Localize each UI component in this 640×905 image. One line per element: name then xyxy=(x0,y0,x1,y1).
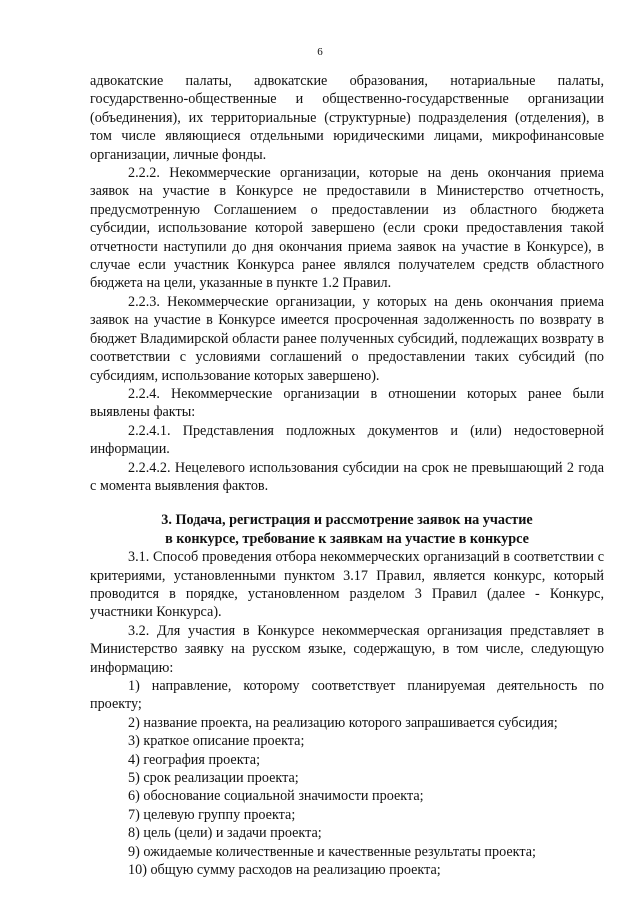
paragraph-2-2-4-2: 2.2.4.2. Нецелевого использования субсидии на срок не превышающий 2 года с момента выявления фактов. xyxy=(90,459,604,494)
list-item: 4) география проекта; xyxy=(128,751,261,768)
list-item: 2) название проекта, на реализацию которого запрашивается субсидия; xyxy=(128,714,558,731)
list-item: 7) целевую группу проекта; xyxy=(128,806,296,823)
paragraph-2-2-2: 2.2.2. Некоммерческие организации, которые на день окончания приема заявок на участие в Конкурсе не предоставили в Министерство отчетность, предусмотренную Соглашением о предоставлении из областного бюджета субсидии, использование которой завершено (если сроки предоставления такой отчетности наступили до дня окончания приема заявок на участие в Конкурсе), в случае если участник Конкурса ранее являлся получателем средств областного бюджета на цели, указанные в пункте 1.2 Правил. xyxy=(90,165,604,292)
list-item: 9) ожидаемые количественные и качественные результаты проекта; xyxy=(128,843,536,860)
section-heading-line-1: 3. Подача, регистрация и рассмотрение заявок на участие xyxy=(161,512,533,529)
section-heading xyxy=(90,511,604,548)
paragraph-3-1: 3.1. Способ проведения отбора некоммерческих организаций в соответствии с критериями, установленными пунктом 3.17 Правил, является конкурс, который проводится в порядке, установленном разделом 3 Правил (далее - Конкурс, участники Конкурса). xyxy=(90,549,604,621)
paragraph-2-2-4-1: 2.2.4.1. Представления подложных документов и (или) недостоверной информации. xyxy=(90,422,604,458)
requirements-list xyxy=(90,677,604,879)
list-item: 10) общую сумму расходов на реализацию проекта; xyxy=(128,862,441,879)
list-item: 6) обоснование социальной значимости проекта; xyxy=(128,788,424,805)
paragraph-3-2: 3.2. Для участия в Конкурсе некоммерческая организация представляет в Министерство заявку на русском языке, содержащую, в том числе, следующую информацию: xyxy=(90,622,604,676)
list-item: 5) срок реализации проекта; xyxy=(128,770,299,787)
page-number: 6 xyxy=(317,46,323,58)
list-item: 8) цель (цели) и задачи проекта; xyxy=(128,825,322,842)
page-content xyxy=(90,72,604,879)
paragraph-2-2-3: 2.2.3. Некоммерческие организации, у которых на день окончания приема заявок на участие в Конкурсе имеется просроченная задолженность по возврату в бюджет Владимирской области ранее полученных субсидий, подлежащих возврату в соответствии с условиями соглашений о предоставлении таких субсидий (по субсидиям, использование которых завершено). xyxy=(90,293,604,384)
list-item: 1) направление, которому соответствует планируемая деятельность по проекту; xyxy=(90,678,604,713)
paragraph-continued: адвокатские палаты, адвокатские образования, нотариальные палаты, государственно-общественные и общественно-государственные организации (объединения), их территориальные (структурные) подразделения (отделения), в том числе являющиеся отдельными юридическими лицами, микрофинансовые организации, личные фонды. xyxy=(90,73,604,163)
list-item: 3) краткое описание проекта; xyxy=(128,733,305,750)
paragraph-2-2-4: 2.2.4. Некоммерческие организации в отношении которых ранее были выявлены факты: xyxy=(90,385,604,421)
section-heading-line-2: в конкурсе, требование к заявкам на участие в конкурсе xyxy=(165,530,529,547)
